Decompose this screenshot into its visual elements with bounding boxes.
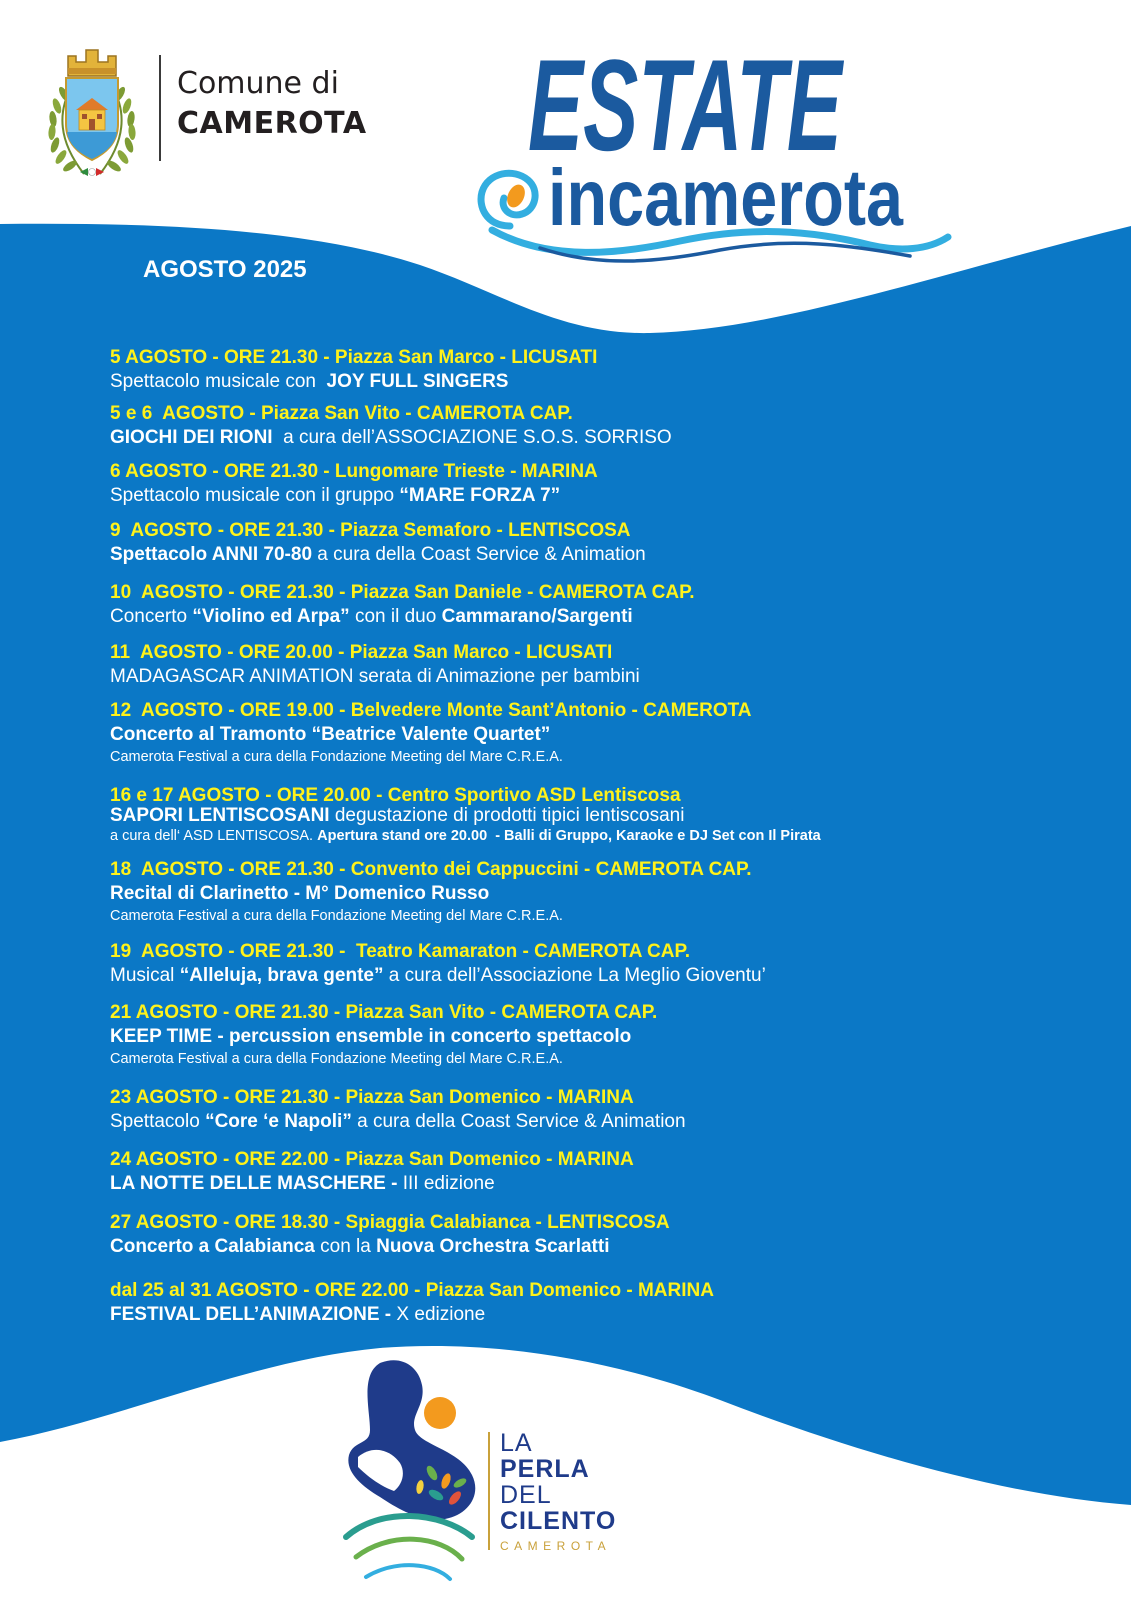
event-text: Concerto (110, 606, 193, 627)
event-date-place: 16 e 17 AGOSTO - ORE 20.00 - Centro Sportivo ASD Lentiscosa (110, 785, 681, 806)
event-description (110, 1025, 657, 1049)
event-item (110, 785, 821, 847)
brand-title: ESTATE (528, 32, 845, 179)
event-description (110, 370, 597, 394)
event-item (110, 519, 646, 567)
event-text: degustazione di prodotti tipici lentiscosani (329, 805, 685, 826)
event-text-bold: Concerto al Tramonto “Beatrice Valente Quartet” (110, 724, 551, 745)
event-text: Camerota Festival a cura della Fondazione Meeting del Mare C.R.E.A. (110, 749, 563, 765)
event-text-bold: “MARE FORZA 7” (399, 485, 561, 506)
event-text: Musical (110, 965, 180, 986)
footer-logo-line-2: PERLA (500, 1455, 590, 1483)
event-text: Camerota Festival a cura della Fondazione Meeting del Mare C.R.E.A. (110, 908, 563, 924)
event-text-bold: LA NOTTE DELLE MASCHERE - (110, 1173, 398, 1194)
perla-del-cilento-emblem (340, 1355, 490, 1590)
event-text: con il duo (349, 606, 442, 627)
event-description (110, 807, 821, 825)
event-description (110, 665, 640, 689)
event-item (110, 858, 752, 927)
emblem-waves (346, 1516, 472, 1579)
event-note (110, 747, 752, 768)
event-text: MADAGASCAR ANIMATION serata di Animazione per bambini (110, 666, 640, 687)
event-note (110, 1049, 657, 1070)
event-text-bold: “Core ‘e Napoli” (205, 1111, 352, 1132)
event-item (110, 1086, 686, 1134)
event-date-place: 10 AGOSTO - ORE 21.30 - Piazza San Daniele - CAMEROTA CAP. (110, 582, 695, 603)
event-date-place: 27 AGOSTO - ORE 18.30 - Spiaggia Calabianca - LENTISCOSA (110, 1212, 670, 1233)
event-description (110, 1235, 670, 1259)
event-date-place: 5 AGOSTO - ORE 21.30 - Piazza San Marco - LICUSATI (110, 347, 598, 368)
event-text: III edizione (397, 1173, 495, 1194)
emblem-wave-blue (366, 1565, 450, 1579)
event-item (110, 581, 695, 629)
month-heading: AGOSTO 2025 (143, 256, 307, 283)
event-note (110, 825, 821, 847)
event-text-bold: Nuova Orchestra Scarlatti (376, 1236, 610, 1257)
event-text: a cura della Coast Service & Animation (351, 1111, 686, 1132)
event-description (110, 1172, 634, 1196)
footer-logo-text (500, 1430, 660, 1560)
event-item (110, 402, 672, 450)
municipality-prefix: Comune di (177, 66, 339, 101)
event-item (110, 940, 766, 988)
emblem-sun (424, 1397, 456, 1429)
event-description (110, 543, 646, 567)
event-date-place: 21 AGOSTO - ORE 21.30 - Piazza San Vito - CAMEROTA CAP. (110, 1002, 658, 1023)
event-text-bold: Recital di Clarinetto - M° Domenico Russo (110, 883, 490, 904)
event-item (110, 346, 597, 394)
event-description (110, 964, 766, 988)
event-item (110, 460, 598, 508)
event-note (110, 906, 752, 927)
event-date-place: 12 AGOSTO - ORE 19.00 - Belvedere Monte Sant’Antonio - CAMEROTA (110, 700, 752, 721)
footer-logo-line-1: LA (500, 1429, 533, 1457)
event-text: a cura dell’ASSOCIAZIONE S.O.S. SORRISO (272, 427, 672, 448)
event-date-place: 6 AGOSTO - ORE 21.30 - Lungomare Trieste - MARINA (110, 461, 598, 482)
event-text-bold: Cammarano/Sargenti (441, 606, 633, 627)
event-date-place: 5 e 6 AGOSTO - Piazza San Vito - CAMEROTA CAP. (110, 403, 573, 424)
event-text: a cura dell‘ ASD LENTISCOSA. (110, 828, 318, 844)
event-text: Spettacolo musicale con (110, 371, 327, 392)
event-description (110, 882, 752, 906)
event-date-place: 19 AGOSTO - ORE 21.30 - Teatro Kamaraton - CAMEROTA CAP. (110, 941, 690, 962)
event-text: Spettacolo musicale con il gruppo (110, 485, 400, 506)
event-text-bold: Apertura stand ore 20.00 - Balli di Gruppo, Karaoke e DJ Set con Il Pirata (317, 828, 821, 844)
event-description (110, 1110, 686, 1134)
event-description (110, 723, 752, 747)
event-text: X edizione (391, 1304, 486, 1325)
event-item (110, 699, 752, 768)
event-text-bold: JOY FULL SINGERS (326, 371, 509, 392)
event-date-place: 24 AGOSTO - ORE 22.00 - Piazza San Domenico - MARINA (110, 1149, 634, 1170)
event-text: Spettacolo (110, 1111, 206, 1132)
event-item (110, 1148, 634, 1196)
event-item (110, 641, 640, 689)
event-description (110, 484, 598, 508)
event-text: con la (314, 1236, 377, 1257)
event-description (110, 1303, 714, 1327)
event-text: Camerota Festival a cura della Fondazione Meeting del Mare C.R.E.A. (110, 1051, 563, 1067)
event-text: a cura della Coast Service & Animation (312, 544, 646, 565)
emblem-wave-green (356, 1539, 462, 1559)
event-date-place: 18 AGOSTO - ORE 21.30 - Convento dei Cappuccini - CAMEROTA CAP. (110, 859, 752, 880)
event-description (110, 605, 695, 629)
event-date-place: 11 AGOSTO - ORE 20.00 - Piazza San Marco - LICUSATI (110, 642, 613, 663)
event-description (110, 426, 672, 450)
municipality-name: CAMEROTA (177, 106, 367, 141)
emblem-wave-teal (346, 1516, 472, 1537)
event-text-bold: KEEP TIME - percussion ensemble in concerto spettacolo (110, 1026, 632, 1047)
footer-logo-divider (488, 1432, 490, 1550)
event-text-bold: “Alleluja, brava gente” (179, 965, 384, 986)
event-text-bold: SAPORI LENTISCOSANI (110, 805, 330, 826)
event-date-place: 23 AGOSTO - ORE 21.30 - Piazza San Domenico - MARINA (110, 1087, 634, 1108)
footer-logo-place: CAMEROTA (500, 1539, 612, 1553)
footer-logo-line-3: DEL (500, 1481, 552, 1509)
event-item (110, 1279, 714, 1327)
event-date-place: dal 25 al 31 AGOSTO - ORE 22.00 - Piazza San Domenico - MARINA (110, 1280, 714, 1301)
event-text: a cura dell’Associazione La Meglio Gioventu’ (383, 965, 766, 986)
event-item (110, 1211, 670, 1259)
event-item (110, 1001, 657, 1070)
event-text-bold: Concerto a Calabianca (110, 1236, 315, 1257)
event-text-bold: FESTIVAL DELL’ANIMAZIONE - (110, 1304, 392, 1325)
brand-subtitle: incamerota (548, 153, 904, 242)
event-text-bold: Spettacolo ANNI 70-80 (110, 544, 313, 565)
footer-logo-line-4: CILENTO (500, 1507, 617, 1535)
event-date-place: 9 AGOSTO - ORE 21.30 - Piazza Semaforo - LENTISCOSA (110, 520, 631, 541)
event-text-bold: “Violino ed Arpa” (192, 606, 350, 627)
event-text-bold: GIOCHI DEI RIONI (110, 427, 273, 448)
